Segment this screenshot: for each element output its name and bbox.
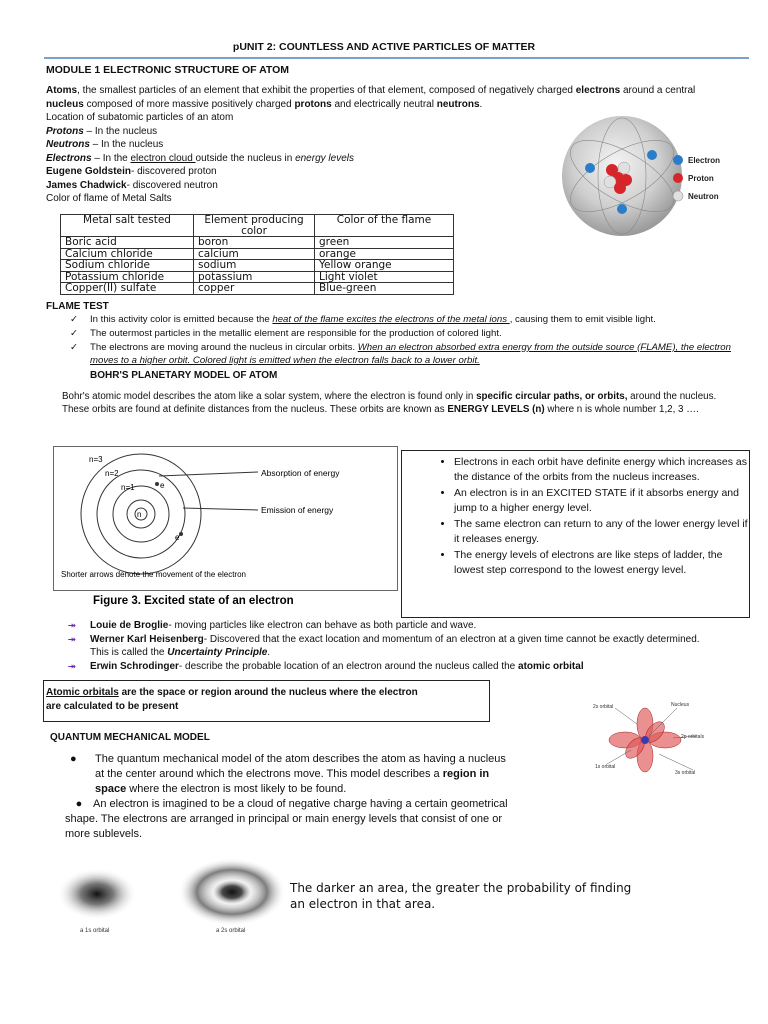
legend-proton-icon [673, 173, 683, 183]
label: Eugene Goldstein [46, 166, 132, 177]
text: are the space or region around the nucleus where the electron [118, 687, 418, 698]
table-row [61, 283, 454, 295]
text: , the smallest particles of an element that exhibit the properties of that element, composed of negatively charged [77, 85, 576, 96]
label: James Chadwick [46, 179, 127, 191]
table-cell: sodium [194, 260, 315, 272]
table-row [61, 260, 454, 272]
arrow-icon: ⯮ [68, 633, 76, 645]
table-row [61, 248, 454, 260]
table-row [61, 237, 454, 249]
term-electrons: electrons [575, 85, 621, 96]
flame-colors-heading: Color of flame of Metal Salts [46, 193, 172, 204]
text [95, 752, 510, 797]
label: Erwin Schrodinger [90, 660, 179, 672]
atomic-orbitals-box [43, 680, 490, 722]
text [90, 314, 656, 327]
electron-cloud-figure [52, 858, 292, 938]
bohr-paragraph [62, 390, 742, 416]
label: Neutrons [46, 139, 90, 150]
1s-orbital-cloud [57, 868, 137, 920]
title-rule [44, 57, 749, 59]
table-cell: Sodium chloride [61, 260, 194, 272]
list-item [70, 342, 740, 368]
text [90, 619, 476, 633]
list-item [70, 314, 740, 327]
text: where the electron is most likely to be found. [126, 783, 347, 795]
col-header: Color of the flame [315, 215, 454, 237]
1s-caption: a 1s orbital [80, 928, 110, 934]
atomic-orbitals-definition [44, 681, 489, 713]
orbital-1s-label: 1s orbital [595, 764, 616, 770]
orbitals-figure [585, 698, 735, 783]
table-cell: green [315, 237, 454, 249]
list-item [65, 797, 510, 842]
text: – In the [91, 152, 131, 164]
table-cell: orange [315, 248, 454, 260]
text: The quantum mechanical model of the atom describes the atom as having a nucleus at the center around which the electrons move. This model describes a [95, 753, 506, 780]
table-cell: Yellow orange [315, 260, 454, 272]
label: Werner Karl Heisenberg [90, 633, 204, 645]
check-icon: ✓ [70, 314, 79, 325]
text: – In the nucleus [83, 125, 158, 137]
nucleus-label: Nucleus [671, 702, 690, 708]
orbital-2s-label: 2s orbital [593, 704, 614, 710]
text: - describe the probable location of an electron around the nucleus called the [178, 660, 519, 672]
bullet-icon: ● [70, 753, 77, 765]
text: where n is whole number 1,2, 3 …. [544, 404, 699, 416]
bohr-title: BOHR'S PLANETARY MODEL OF ATOM [90, 369, 278, 381]
text: around a central [620, 85, 696, 96]
text: - moving particles like electron can behave as both particle and wave. [168, 620, 477, 631]
emission-label: Emission of energy [261, 505, 334, 515]
table-cell: Boric acid [61, 237, 194, 249]
legend-electron-icon [673, 155, 683, 165]
legend-neutron-label: Neutron [688, 192, 719, 201]
2s-caption: a 2s orbital [216, 928, 246, 934]
text: region in space [95, 768, 490, 795]
text: ENERGY LEVELS (n) [447, 404, 545, 416]
text: - Discovered that the exact location and momentum of an electron at a given time cannot be exactly determined. [203, 633, 700, 645]
check-icon: ✓ [70, 327, 79, 339]
probability-caption: The darker an area, the greater the probability of finding an electron in that area. [290, 881, 632, 911]
text [90, 660, 584, 674]
label: Protons [46, 125, 84, 137]
col-header: Element producing color [194, 215, 315, 237]
term-neutrons: neutrons [436, 98, 480, 110]
term-atoms: Atoms [46, 85, 78, 96]
text: electron cloud [130, 152, 196, 164]
text: are calculated to be present [46, 700, 179, 712]
list-item: • The same electron can return to any of the lower energy level if it releases energy. [454, 517, 749, 547]
text: An electron is imagined to be a cloud of negative charge having a certain geometrical shape. The electrons are arranged in principal or main energy levels that consist of one or more sublevels. [65, 798, 508, 840]
table-cell: Potassium chloride [61, 271, 194, 283]
text: Uncertainty Principle [167, 647, 268, 658]
list-item [70, 328, 740, 341]
metal-salt-table [60, 214, 454, 295]
text [90, 633, 700, 660]
figure-note: Shorter arrows denote the movement of the electron [61, 570, 246, 579]
location-heading: Location of subatomic particles of an atom [46, 112, 234, 123]
text: energy levels [295, 152, 354, 164]
page-title: pUNIT 2: COUNTLESS AND ACTIVE PARTICLES OF MATTER [232, 41, 536, 53]
text: heat of the flame excites the electrons of the metal ions [272, 314, 510, 325]
nucleus-label: n [137, 510, 142, 519]
list-item: • The energy levels of electrons are like steps of ladder, the lowest step correspond to the lowest energy level. [454, 548, 749, 578]
scientists-list [68, 619, 758, 673]
list-item [68, 633, 758, 660]
figure-excited-state [53, 446, 398, 610]
arrow-icon: ⯮ [68, 620, 76, 631]
energy-levels-box [401, 450, 750, 618]
electron-label: e [160, 481, 165, 490]
legend-neutron-icon [673, 191, 683, 201]
text: The outermost particles in the metallic element are responsible for the production of colored light. [90, 327, 502, 339]
table-cell: potassium [194, 271, 315, 283]
legend-electron-label: Electron [688, 156, 721, 165]
bullet-icon: ● [75, 798, 83, 810]
orbit-label-n1: n=1 [121, 483, 135, 492]
text: This is called the [90, 647, 168, 658]
orbit-label-n2: n=2 [105, 469, 119, 478]
table-cell: calcium [194, 248, 315, 260]
orbit-label-n3: n=3 [89, 455, 103, 464]
table-header-row [61, 215, 454, 237]
electron-dot [617, 204, 627, 214]
text: around the nucleus. These orbits are found at definite distances from the nucleus. These orbits are known as [62, 391, 717, 416]
energy-levels-list [402, 455, 749, 578]
flame-test-title: FLAME TEST [46, 301, 109, 312]
list-item [70, 752, 510, 797]
figure-caption: Figure 3. Excited state of an electron [93, 595, 294, 607]
text: In this activity color is emitted because the [90, 314, 273, 325]
table-row [61, 271, 454, 283]
list-item [68, 660, 758, 674]
atom-diagram [560, 108, 750, 243]
label: Electrons [46, 152, 92, 164]
qm-paragraph [65, 752, 510, 842]
list-item [68, 619, 758, 633]
flame-test-list [70, 314, 740, 382]
salt-table [60, 214, 454, 295]
text [90, 342, 740, 368]
term-nucleus: nucleus [46, 98, 84, 110]
orbital-2p-label: 2p orbitals [681, 734, 705, 740]
text: outside the nucleus in [195, 152, 296, 164]
electron-label: e [175, 533, 180, 542]
text: specific circular paths, or orbits, [476, 391, 628, 402]
electron-dot [585, 163, 595, 173]
term-protons: protons [294, 98, 332, 110]
text: , causing them to emit visible light. [509, 314, 656, 325]
legend-proton-label: Proton [688, 174, 714, 183]
table-cell: copper [194, 283, 315, 295]
text: composed of more massive positively charged [83, 98, 295, 110]
table-cell: boron [194, 237, 315, 249]
col-header: Metal salt tested [61, 215, 194, 237]
qm-title: QUANTUM MECHANICAL MODEL [50, 732, 210, 743]
text: When an electron absorbed extra energy from the outside source (FLAME), the electron moves to a higher orbit. Colored light is emitted when the electron falls back to a lower orbit. [90, 341, 731, 366]
absorption-label: Absorption of energy [261, 468, 340, 478]
list-item: • Electrons in each orbit have definite energy which increases as the distance of the orbits from the nucleus increases. [454, 455, 749, 485]
text: Atomic orbitals [46, 687, 119, 698]
check-icon: ✓ [70, 341, 79, 353]
text: - discovered neutron [126, 179, 218, 191]
text: and electrically neutral [331, 98, 437, 110]
electron-dot [647, 150, 657, 160]
label: Louie de Broglie [90, 620, 169, 631]
orbital-3s-label: 3s orbital [675, 770, 696, 776]
text: - discovered proton [131, 166, 217, 177]
table-cell: Copper(II) sulfate [61, 283, 194, 295]
text: Bohr's atomic model describes the atom like a solar system, where the electron is found only in [62, 391, 477, 402]
text: The electrons are moving around the nucleus in circular orbits. [90, 341, 358, 353]
list-item: • An electron is in an EXCITED STATE if it absorbs energy and jump to a higher energy level. [454, 486, 749, 516]
text: . [479, 98, 483, 110]
table-cell: Calcium chloride [61, 248, 194, 260]
text: atomic orbital [518, 660, 584, 672]
module-title: MODULE 1 ELECTRONIC STRUCTURE OF ATOM [46, 64, 290, 76]
table-cell: Light violet [315, 271, 454, 283]
2s-orbital-cloud [178, 858, 286, 926]
text: – In the nucleus [89, 139, 164, 150]
table-cell: Blue-green [315, 283, 454, 295]
arrow-icon: ⯮ [68, 660, 76, 672]
text: . [267, 647, 271, 658]
atoms-definition [46, 84, 746, 111]
